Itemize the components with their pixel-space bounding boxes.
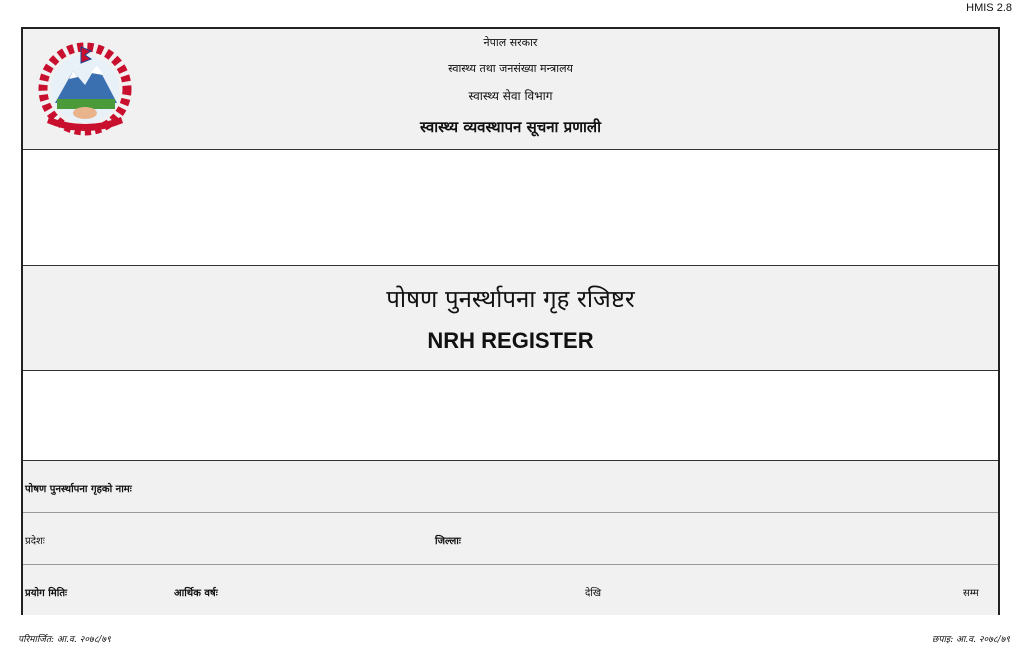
department-name: स्वास्थ्य सेवा विभाग <box>468 89 553 103</box>
system-name: स्वास्थ्य व्यवस्थापन सूचना प्रणाली <box>420 118 601 136</box>
title-band <box>23 266 998 371</box>
form-code: HMIS 2.8 <box>966 2 1012 14</box>
nrh-name-row <box>23 461 998 513</box>
start-date-label: प्रयोग मितिः <box>25 588 68 599</box>
nrh-name-label: पोषण पुनर्स्थापना गृहको नामः <box>25 484 132 495</box>
district-label: जिल्लाः <box>435 536 461 547</box>
to-label: सम्म <box>963 588 979 599</box>
register-title-nepali: पोषण पुनर्स्थापना गृह रजिष्टर <box>386 285 635 313</box>
register-cover <box>21 27 1000 615</box>
location-row <box>23 513 998 565</box>
revised-note: परिमार्जित: आ.व. २०७८/७९ <box>18 635 111 645</box>
ministry-name: स्वास्थ्य तथा जनसंख्या मन्त्रालय <box>448 62 573 75</box>
from-label: देखि <box>585 588 602 599</box>
date-row <box>23 565 998 615</box>
blank-area-top <box>23 150 998 266</box>
fiscal-year-label: आर्थिक वर्षः <box>174 588 218 599</box>
register-title-english: NRH REGISTER <box>427 328 594 353</box>
government-name: नेपाल सरकार <box>483 36 538 49</box>
province-label: प्रदेशः <box>25 536 45 547</box>
printed-note: छपाइ: आ.व. २०७८/७९ <box>932 635 1010 645</box>
blank-area-middle <box>23 371 998 461</box>
government-header <box>23 29 998 150</box>
